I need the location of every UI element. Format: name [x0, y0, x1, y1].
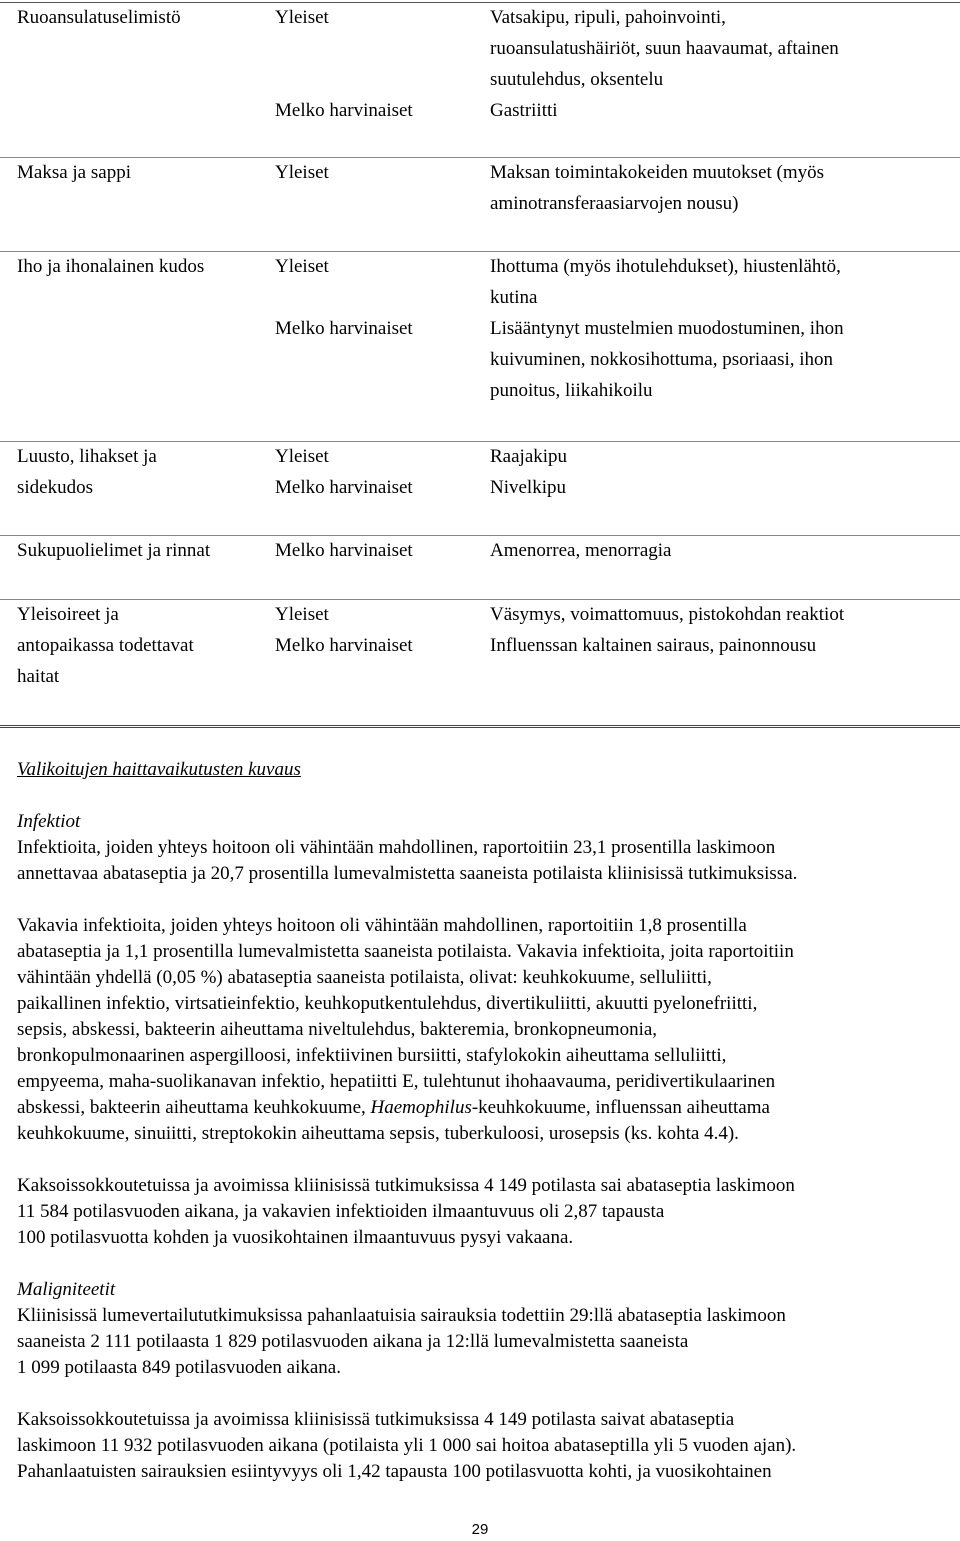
frequency-cell: Yleiset [275, 256, 329, 277]
organ-class-cell: Sukupuolielimet ja rinnat [17, 540, 211, 561]
effects-cell: Gastriitti [490, 100, 558, 121]
frequency-cell: Melko harvinaiset [275, 100, 413, 121]
effects-cell: Amenorrea, menorragia [490, 540, 672, 561]
effects-cell: Väsymys, voimattomuus, pistokohdan reaktiot Influenssan kaltainen sairaus, painonnousu [490, 604, 845, 656]
table-row [0, 441, 960, 535]
table-row [0, 2, 960, 157]
infections-heading: Infektiot [17, 811, 81, 832]
section-heading: Valikoitujen haittavaikutusten kuvaus [17, 759, 301, 780]
frequency-cell: Yleiset [275, 162, 329, 183]
effects-cell: Ihottuma (myös ihotulehdukset), hiustenlähtö, kutina [490, 256, 841, 308]
frequency-cell: Melko harvinaiset [275, 318, 413, 339]
infections-paragraph-3: Kaksoissokkoutetuissa ja avoimissa kliinisissä tutkimuksissa 4 149 potilasta sai abataseptia laskimoon 11 584 potilasvuoden aikana, ja vakavien infektioiden ilmaantuvuus oli 2,87 tapausta 100 potilasvuotta kohden ja vuosikohtainen ilmaantuvuus pysyi vakaana. [17, 1175, 795, 1248]
effects-cell: Lisääntynyt mustelmien muodostuminen, ihon kuivuminen, nokkosihottuma, psoriaasi, ihon punoitus, liikahikoilu [490, 318, 844, 401]
infections-paragraph-2: Vakavia infektioita, joiden yhteys hoitoon oli vähintään mahdollinen, raportoitiin 1,8 prosentilla abataseptia ja 1,1 prosentilla lumevalmistetta saaneista potilaista. Vakavia infektioita, joita raportoitiin vähintään yhdellä (0,05 %) abataseptia saaneista potilaista, olivat: keuhkokuume, selluliitti, paikallinen infektio, virtsatieinfektio, keuhkoputkentulehdus, divertikuliitti, akuutti pyelonefriitti, sepsis, abskessi, bakteerin aiheuttama niveltulehdus, bakteremia, bronkopneumonia, bronkopulmonaarinen aspergilloosi, infektiivinen bursiitti, stafylokokin aiheuttama selluliitti, empyeema, maha-suolikanavan infektio, hepatiitti E, tulehtunut ihohaavauma, peridivertikulaarinen abskessi, bakteerin aiheuttama keuhkokuume, Haemophilus-keuhkokuume, influenssan aiheuttama keuhkokuume, sinuiitti, streptokokin aiheuttama sepsis, tuberkuloosi, urosepsis (ks. kohta 4.4). [17, 915, 794, 1144]
table-row [0, 599, 960, 725]
frequency-cell: Yleiset [275, 7, 329, 28]
frequency-cell: Yleiset Melko harvinaiset [275, 446, 413, 498]
table-row [0, 535, 960, 599]
effects-cell: Vatsakipu, ripuli, pahoinvointi, ruoansulatushäiriöt, suun haavaumat, aftainen suutulehdus, oksentelu [490, 7, 839, 90]
effects-cell: Raajakipu Nivelkipu [490, 446, 568, 498]
table-row [0, 157, 960, 251]
organ-class-cell: Yleisoireet ja antopaikassa todettavat haitat [17, 604, 194, 687]
malignancies-paragraph-1: Kliinisissä lumevertailututkimuksissa pahanlaatuisia sairauksia todettiin 29:llä abataseptia laskimoon saaneista 2 111 potilaasta 1 829 potilasvuoden aikana ja 12:llä lumevalmistetta saaneista 1 099 potilaasta 849 potilasvuoden aikana. [17, 1305, 786, 1378]
malignancies-paragraph-2: Kaksoissokkoutetuissa ja avoimissa kliinisissä tutkimuksissa 4 149 potilasta saivat abataseptia laskimoon 11 932 potilasvuoden aikana (potilaista yli 1 000 sai hoitoa abataseptilla yli 5 vuoden ajan). Pahanlaatuisten sairauksien esiintyvyys oli 1,42 tapausta 100 potilasvuotta kohti, ja vuosikohtainen [17, 1409, 797, 1482]
frequency-cell: Yleiset Melko harvinaiset [275, 604, 413, 656]
infections-paragraph-1: Infektioita, joiden yhteys hoitoon oli vähintään mahdollinen, raportoitiin 23,1 prosentilla laskimoon annettavaa abataseptia ja 20,7 prosentilla lumevalmistetta saaneista potilaista kliinisissä tutkimuksissa. [17, 837, 798, 884]
organ-class-cell: Iho ja ihonalainen kudos [17, 256, 205, 277]
frequency-cell: Melko harvinaiset [275, 540, 413, 561]
table-row [0, 251, 960, 441]
organ-class-cell: Maksa ja sappi [17, 162, 131, 183]
effects-cell: Maksan toimintakokeiden muutokset (myös aminotransferaasiarvojen nousu) [490, 162, 825, 214]
organ-class-cell: Ruoansulatuselimistö [17, 7, 181, 28]
page-number: 29 [471, 1521, 489, 1538]
malignancies-heading: Maligniteetit [17, 1279, 116, 1300]
organ-class-cell: Luusto, lihakset ja sidekudos [17, 446, 157, 498]
